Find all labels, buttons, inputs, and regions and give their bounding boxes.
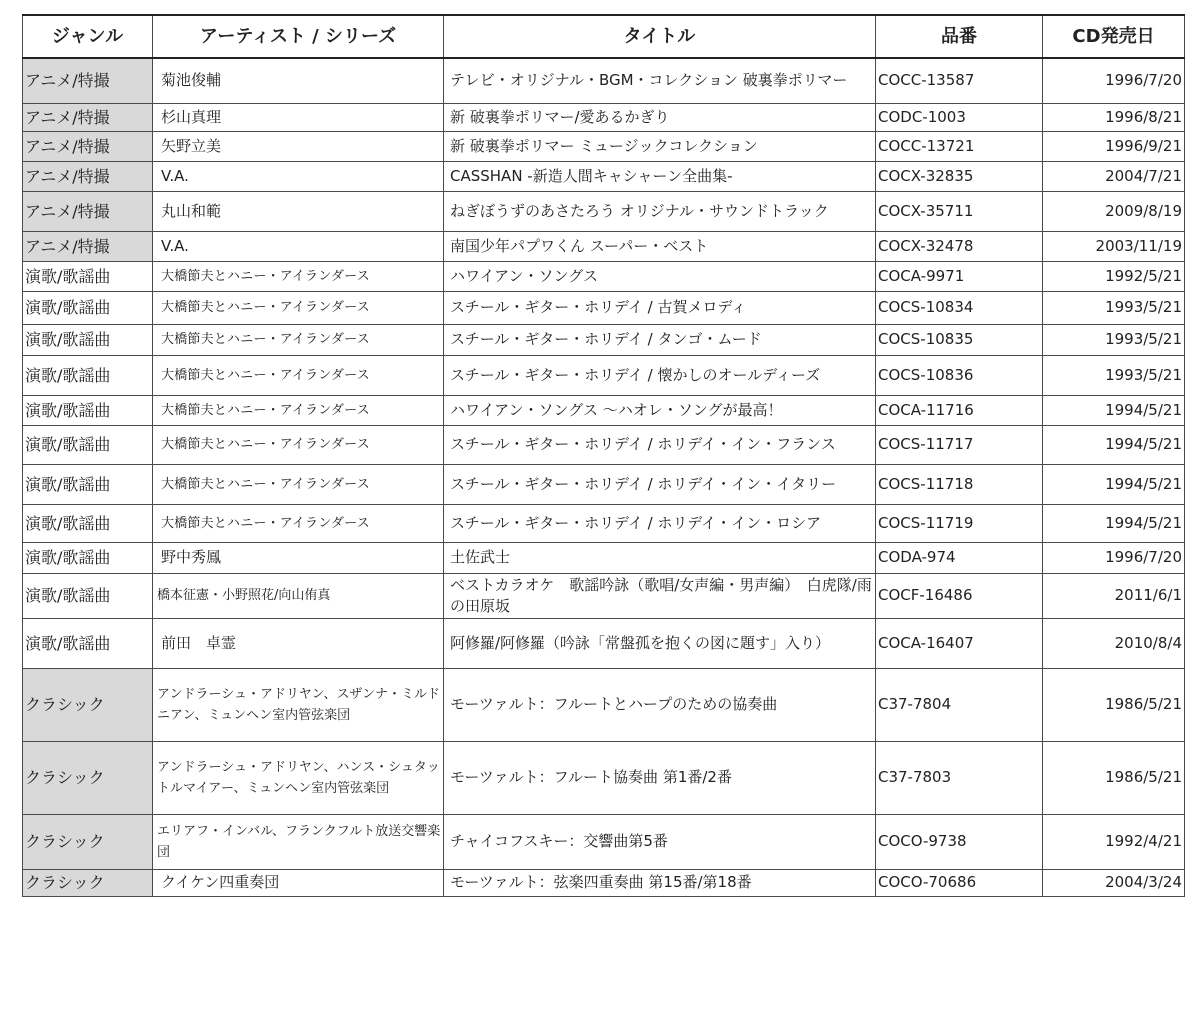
cell-artist: 大橋節夫とハニー・アイランダース — [153, 395, 444, 425]
cell-catalog: COCO-9738 — [876, 814, 1043, 869]
cell-genre: 演歌/歌謡曲 — [23, 261, 153, 291]
cell-release: 2009/8/19 — [1043, 191, 1185, 231]
cell-genre: クラシック — [23, 741, 153, 814]
cell-catalog: COCA-9971 — [876, 261, 1043, 291]
cell-title: ねぎぼうずのあさたろう オリジナル・サウンドトラック — [444, 191, 876, 231]
cell-genre: クラシック — [23, 814, 153, 869]
cell-catalog: COCO-70686 — [876, 869, 1043, 896]
table-row — [23, 191, 1185, 231]
cell-release: 1992/4/21 — [1043, 814, 1185, 869]
cell-genre: 演歌/歌謡曲 — [23, 464, 153, 504]
cell-artist: 大橋節夫とハニー・アイランダース — [153, 425, 444, 464]
table-row — [23, 131, 1185, 161]
cell-catalog: COCS-10835 — [876, 324, 1043, 355]
cell-release: 1986/5/21 — [1043, 668, 1185, 741]
header-genre: ジャンル — [23, 15, 153, 58]
cell-title: スチール・ギター・ホリデイ / ホリデイ・イン・イタリー — [444, 464, 876, 504]
cell-title: スチール・ギター・ホリデイ / ホリデイ・イン・フランス — [444, 425, 876, 464]
cell-artist: 矢野立美 — [153, 131, 444, 161]
table-row — [23, 355, 1185, 395]
cell-catalog: COCA-11716 — [876, 395, 1043, 425]
header-release: CD発売日 — [1043, 15, 1185, 58]
cell-title: 新 破裏拳ポリマー ミュージックコレクション — [444, 131, 876, 161]
cell-title: スチール・ギター・ホリデイ / 懐かしのオールディーズ — [444, 355, 876, 395]
header-catalog: 品番 — [876, 15, 1043, 58]
cell-genre: 演歌/歌謡曲 — [23, 355, 153, 395]
table-row — [23, 869, 1185, 896]
cell-artist: 大橋節夫とハニー・アイランダース — [153, 261, 444, 291]
cell-release: 1993/5/21 — [1043, 355, 1185, 395]
cell-release: 1986/5/21 — [1043, 741, 1185, 814]
cell-title: モーツァルト：フルートとハープのための協奏曲 — [444, 668, 876, 741]
cell-release: 1994/5/21 — [1043, 425, 1185, 464]
cell-genre: 演歌/歌謡曲 — [23, 618, 153, 668]
header-artist: アーティスト / シリーズ — [153, 15, 444, 58]
cell-artist: 大橋節夫とハニー・アイランダース — [153, 324, 444, 355]
cell-title: ハワイアン・ソングス — [444, 261, 876, 291]
cell-catalog: COCX-35711 — [876, 191, 1043, 231]
cell-title: ハワイアン・ソングス 〜ハオレ・ソングが最高！ — [444, 395, 876, 425]
cell-artist: 野中秀鳳 — [153, 542, 444, 573]
header-title: タイトル — [444, 15, 876, 58]
cell-artist: 大橋節夫とハニー・アイランダース — [153, 504, 444, 542]
cell-artist: 菊池俊輔 — [153, 58, 444, 103]
cell-artist: エリアフ・インバル、フランクフルト放送交響楽団 — [153, 814, 444, 869]
cell-catalog: COCX-32835 — [876, 161, 1043, 191]
cell-release: 1994/5/21 — [1043, 395, 1185, 425]
cell-title: スチール・ギター・ホリデイ / ホリデイ・イン・ロシア — [444, 504, 876, 542]
cell-release: 2004/7/21 — [1043, 161, 1185, 191]
cell-artist: V.A. — [153, 231, 444, 261]
cell-genre: 演歌/歌謡曲 — [23, 324, 153, 355]
cell-artist: V.A. — [153, 161, 444, 191]
cell-artist: クイケン四重奏団 — [153, 869, 444, 896]
table-row — [23, 231, 1185, 261]
cell-genre: 演歌/歌謡曲 — [23, 573, 153, 618]
cell-title: チャイコフスキー：交響曲第5番 — [444, 814, 876, 869]
table-row — [23, 464, 1185, 504]
cell-catalog: COCS-10834 — [876, 291, 1043, 324]
cell-title: モーツァルト：弦楽四重奏曲 第15番/第18番 — [444, 869, 876, 896]
cell-genre: アニメ/特撮 — [23, 103, 153, 131]
table-row — [23, 324, 1185, 355]
cell-genre: 演歌/歌謡曲 — [23, 395, 153, 425]
cell-artist: 丸山和範 — [153, 191, 444, 231]
table-row — [23, 741, 1185, 814]
cell-genre: アニメ/特撮 — [23, 161, 153, 191]
cell-release: 2011/6/1 — [1043, 573, 1185, 618]
table-row — [23, 618, 1185, 668]
cell-release: 1996/7/20 — [1043, 58, 1185, 103]
table-row — [23, 504, 1185, 542]
cell-artist: 大橋節夫とハニー・アイランダース — [153, 355, 444, 395]
cell-title: スチール・ギター・ホリデイ / 古賀メロディ — [444, 291, 876, 324]
cell-artist: 杉山真理 — [153, 103, 444, 131]
cell-title: 土佐武士 — [444, 542, 876, 573]
cell-title: テレビ・オリジナル・BGM・コレクション 破裏拳ポリマー — [444, 58, 876, 103]
header-row — [23, 15, 1185, 58]
cell-title: 新 破裏拳ポリマー/愛あるかぎり — [444, 103, 876, 131]
cell-artist: アンドラーシュ・アドリヤン、スザンナ・ミルドニアン、ミュンヘン室内管弦楽団 — [153, 668, 444, 741]
table-row — [23, 573, 1185, 618]
table-row — [23, 425, 1185, 464]
table-row — [23, 103, 1185, 131]
cell-title: ベストカラオケ 歌謡吟詠（歌唱/女声編・男声編） 白虎隊/雨の田原坂 — [444, 573, 876, 618]
cd-catalog-table — [22, 14, 1185, 897]
cell-catalog: C37-7804 — [876, 668, 1043, 741]
table-row — [23, 668, 1185, 741]
cell-catalog: COCS-11718 — [876, 464, 1043, 504]
table-row — [23, 395, 1185, 425]
cell-catalog: CODA-974 — [876, 542, 1043, 573]
cell-release: 1994/5/21 — [1043, 504, 1185, 542]
cell-release: 1996/8/21 — [1043, 103, 1185, 131]
cell-release: 2010/8/4 — [1043, 618, 1185, 668]
cell-genre: アニメ/特撮 — [23, 231, 153, 261]
cell-genre: アニメ/特撮 — [23, 191, 153, 231]
cell-release: 1996/9/21 — [1043, 131, 1185, 161]
cell-catalog: COCC-13721 — [876, 131, 1043, 161]
table-row — [23, 814, 1185, 869]
table-row — [23, 161, 1185, 191]
cell-catalog: C37-7803 — [876, 741, 1043, 814]
cell-catalog: COCS-10836 — [876, 355, 1043, 395]
cell-genre: アニメ/特撮 — [23, 131, 153, 161]
cell-catalog: COCX-32478 — [876, 231, 1043, 261]
table-row — [23, 261, 1185, 291]
cell-catalog: COCS-11717 — [876, 425, 1043, 464]
table-row — [23, 291, 1185, 324]
cell-artist: 前田 卓霊 — [153, 618, 444, 668]
cell-title: CASSHAN -新造人間キャシャーン全曲集- — [444, 161, 876, 191]
cell-genre: 演歌/歌謡曲 — [23, 542, 153, 573]
cell-catalog: COCF-16486 — [876, 573, 1043, 618]
cell-release: 2004/3/24 — [1043, 869, 1185, 896]
cell-release: 1994/5/21 — [1043, 464, 1185, 504]
cell-release: 1992/5/21 — [1043, 261, 1185, 291]
cell-title: モーツァルト：フルート協奏曲 第1番/2番 — [444, 741, 876, 814]
cell-catalog: COCC-13587 — [876, 58, 1043, 103]
cell-catalog: CODC-1003 — [876, 103, 1043, 131]
cell-catalog: COCA-16407 — [876, 618, 1043, 668]
cell-artist: 大橋節夫とハニー・アイランダース — [153, 291, 444, 324]
cell-artist: アンドラーシュ・アドリヤン、ハンス・シュタットルマイアー、ミュンヘン室内管弦楽団 — [153, 741, 444, 814]
cell-genre: 演歌/歌謡曲 — [23, 504, 153, 542]
cell-release: 1996/7/20 — [1043, 542, 1185, 573]
cell-release: 2003/11/19 — [1043, 231, 1185, 261]
cell-genre: アニメ/特撮 — [23, 58, 153, 103]
cell-genre: クラシック — [23, 668, 153, 741]
cell-title: スチール・ギター・ホリデイ / タンゴ・ムード — [444, 324, 876, 355]
cell-artist: 大橋節夫とハニー・アイランダース — [153, 464, 444, 504]
cell-release: 1993/5/21 — [1043, 291, 1185, 324]
table-row — [23, 542, 1185, 573]
cell-release: 1993/5/21 — [1043, 324, 1185, 355]
cell-title: 阿修羅/阿修羅（吟詠「常盤孤を抱くの図に題す」入り） — [444, 618, 876, 668]
cell-genre: 演歌/歌謡曲 — [23, 291, 153, 324]
cell-genre: 演歌/歌謡曲 — [23, 425, 153, 464]
cell-artist: 橋本征憲・小野照花/向山侑真 — [153, 573, 444, 618]
cell-title: 南国少年パプワくん スーパー・ベスト — [444, 231, 876, 261]
table-row — [23, 58, 1185, 103]
cell-genre: クラシック — [23, 869, 153, 896]
cell-catalog: COCS-11719 — [876, 504, 1043, 542]
